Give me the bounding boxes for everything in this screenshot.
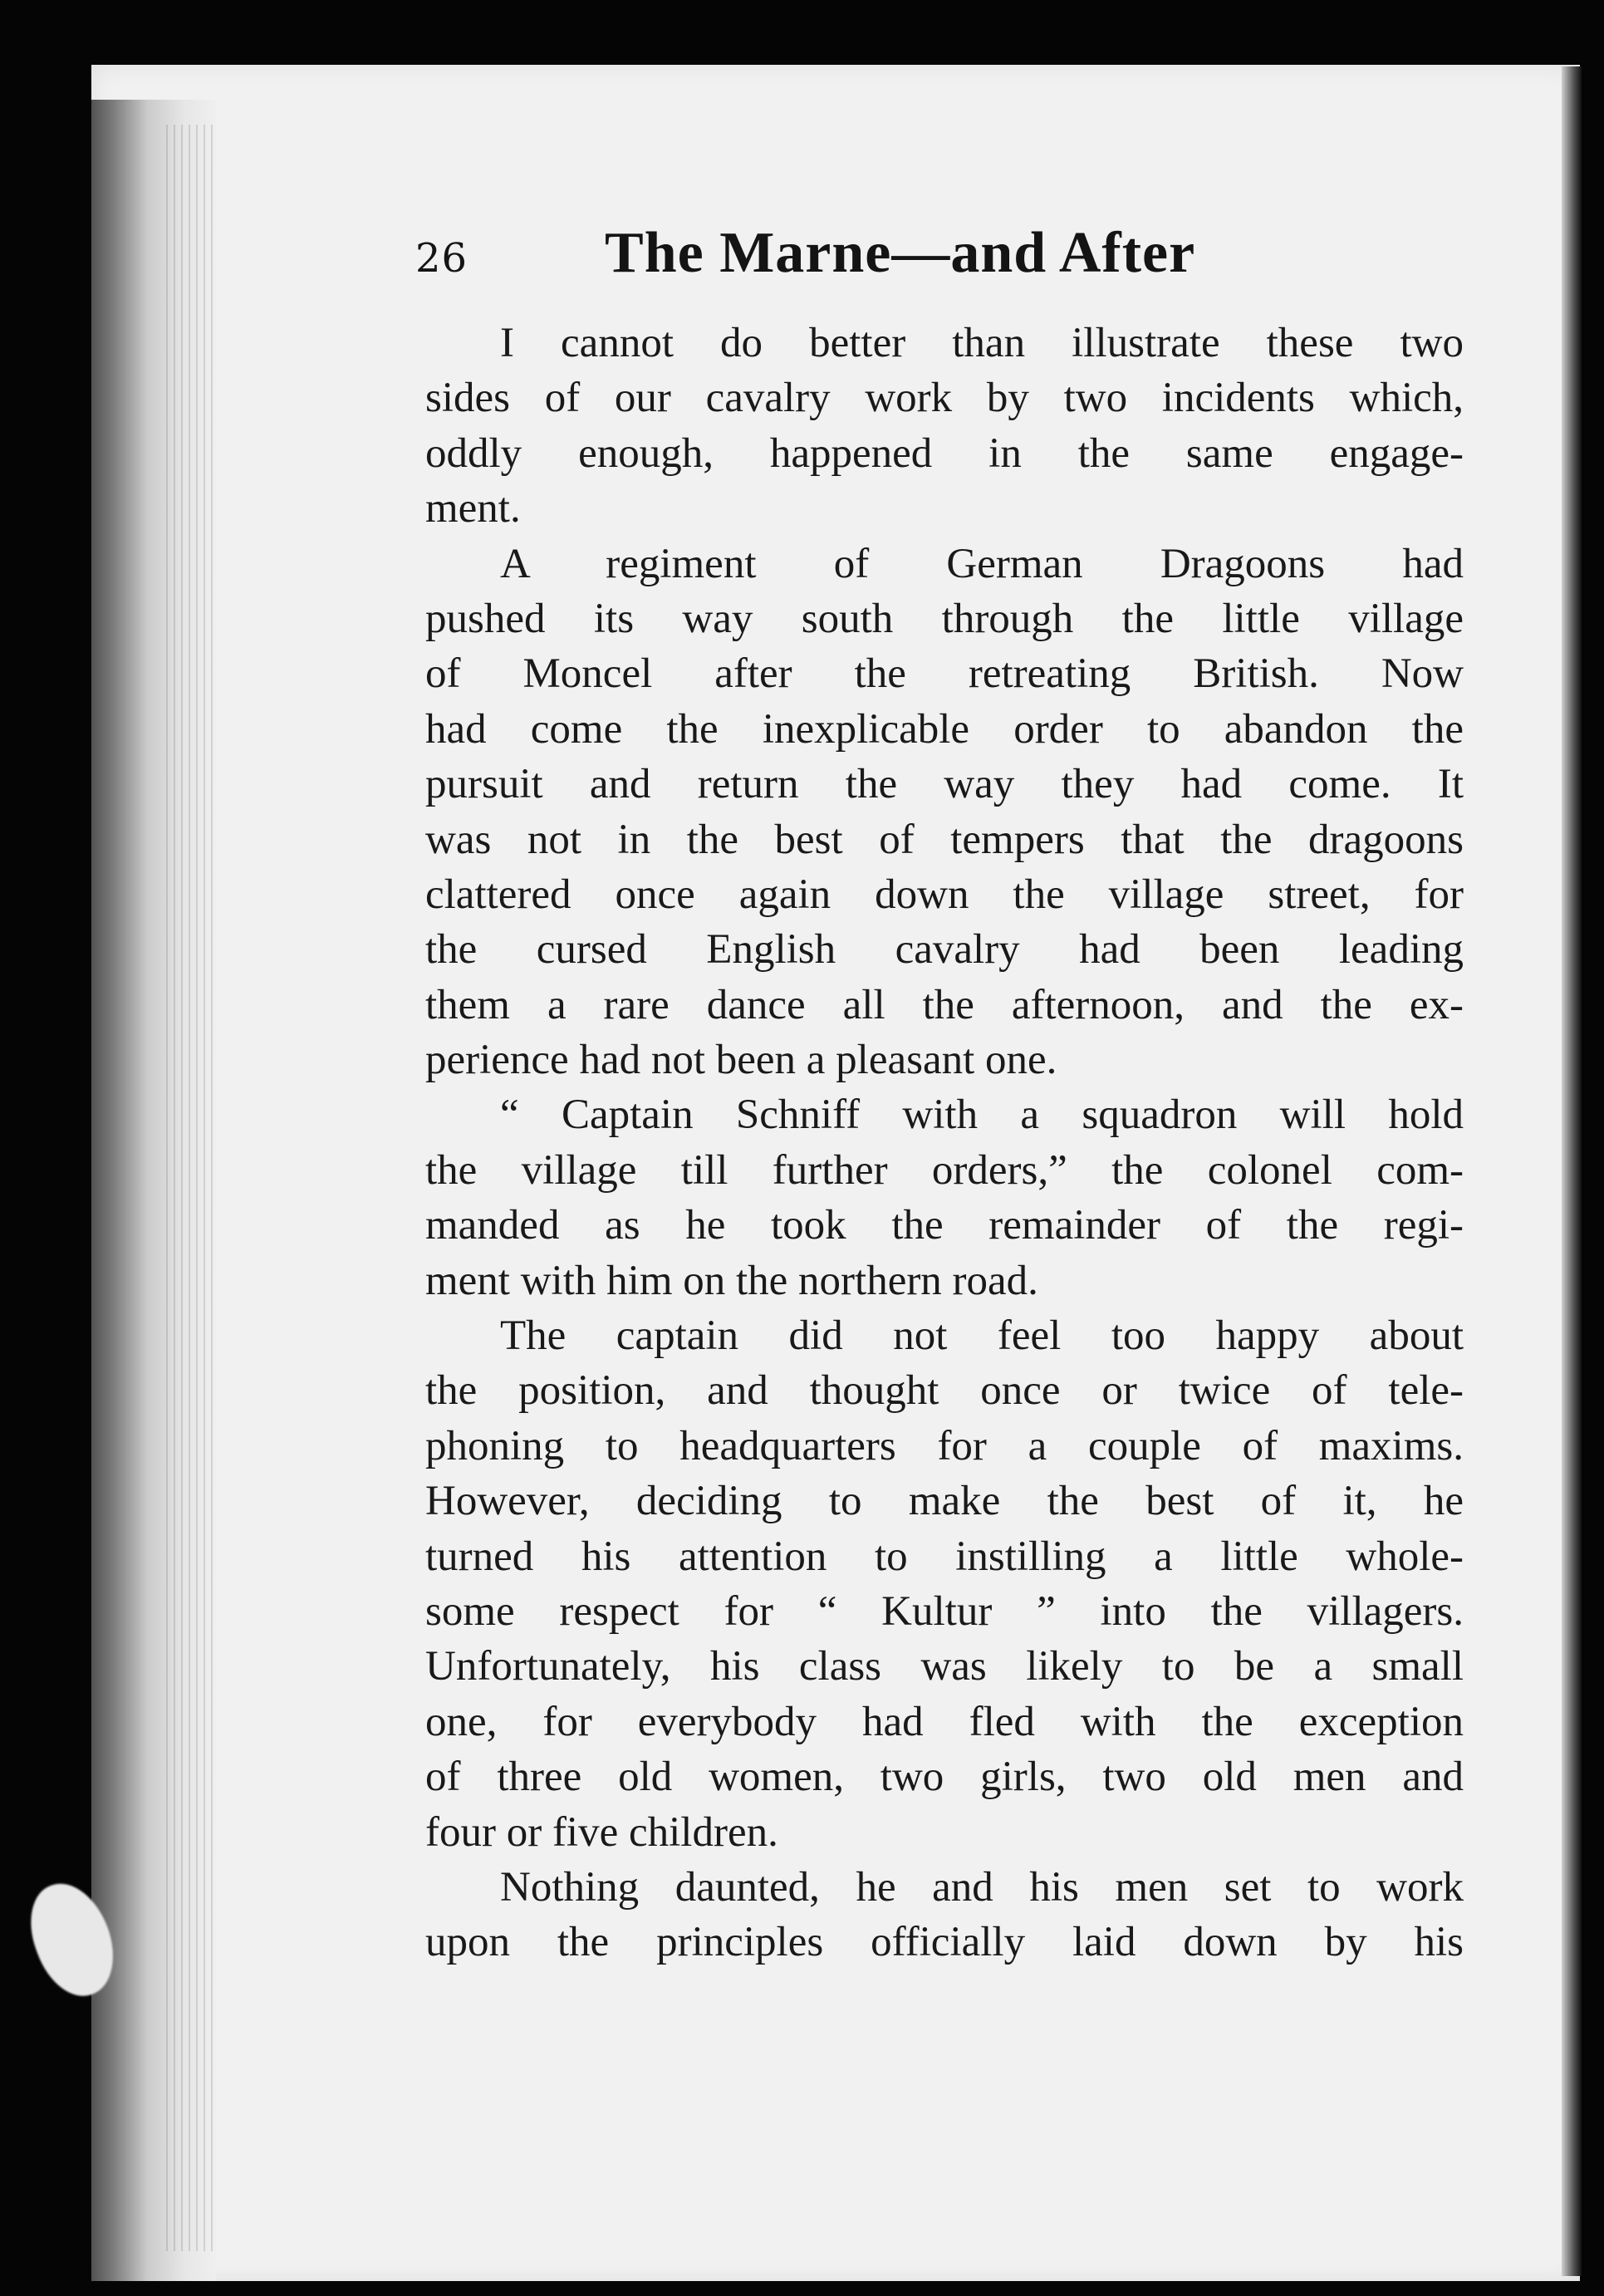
text-line: some respect for “ Kultur ” into the villagers. bbox=[425, 1587, 1464, 1635]
running-title: The Marne—and After bbox=[605, 221, 1196, 285]
text-line: phoning to headquarters for a couple of maxims. bbox=[425, 1422, 1464, 1469]
text-line: the position, and thought once or twice of tele- bbox=[425, 1367, 1464, 1415]
text-line: I cannot do better than illustrate these two bbox=[500, 320, 1464, 366]
text-line: However, deciding to make the best of it, he bbox=[425, 1478, 1464, 1525]
text-line: of Moncel after the retreating British. Now bbox=[425, 650, 1464, 698]
text-line: the village till further orders,” the colonel com- bbox=[425, 1146, 1464, 1194]
book-body-text bbox=[425, 316, 1464, 1970]
text-line: A regiment of German Dragoons had bbox=[500, 540, 1464, 587]
text-line: ment. bbox=[425, 485, 521, 532]
text-line: turned his attention to instilling a little whole- bbox=[425, 1533, 1464, 1580]
text-line: was not in the best of tempers that the dragoons bbox=[425, 816, 1464, 863]
text-line: ment with him on the northern road. bbox=[425, 1257, 1038, 1304]
right-page-edge bbox=[1562, 66, 1582, 2276]
text-line: the cursed English cavalry had been leading bbox=[425, 926, 1464, 974]
text-line: upon the principles officially laid down by his bbox=[425, 1919, 1464, 1966]
page-number: 26 bbox=[415, 235, 468, 282]
text-line: Unfortunately, his class was likely to be a small bbox=[425, 1643, 1464, 1690]
text-line: pushed its way south through the little village bbox=[425, 595, 1464, 642]
text-line: had come the inexplicable order to abandon the bbox=[425, 705, 1464, 753]
text-line: “ Captain Schniff with a squadron will hold bbox=[500, 1092, 1464, 1139]
text-line: four or five children. bbox=[425, 1808, 778, 1856]
text-line: them a rare dance all the afternoon, and the ex- bbox=[425, 981, 1464, 1028]
text-line: manded as he took the remainder of the regi- bbox=[425, 1202, 1464, 1249]
page-edge-lines bbox=[166, 125, 216, 2251]
text-line: one, for everybody had fled with the exception bbox=[425, 1698, 1464, 1745]
page-header bbox=[415, 220, 1470, 295]
text-line: of three old women, two girls, two old men and bbox=[425, 1754, 1464, 1801]
text-line: perience had not been a pleasant one. bbox=[425, 1037, 1057, 1084]
text-line: pursuit and return the way they had come. It bbox=[425, 761, 1464, 808]
text-line: clattered once again down the village street, for bbox=[425, 871, 1464, 918]
text-line: sides of our cavalry work by two incidents which, bbox=[425, 375, 1464, 422]
text-line: oddly enough, happened in the same engage- bbox=[425, 429, 1464, 477]
text-line: Nothing daunted, he and his men set to work bbox=[500, 1863, 1464, 1911]
text-line: The captain did not feel too happy about bbox=[500, 1312, 1464, 1360]
